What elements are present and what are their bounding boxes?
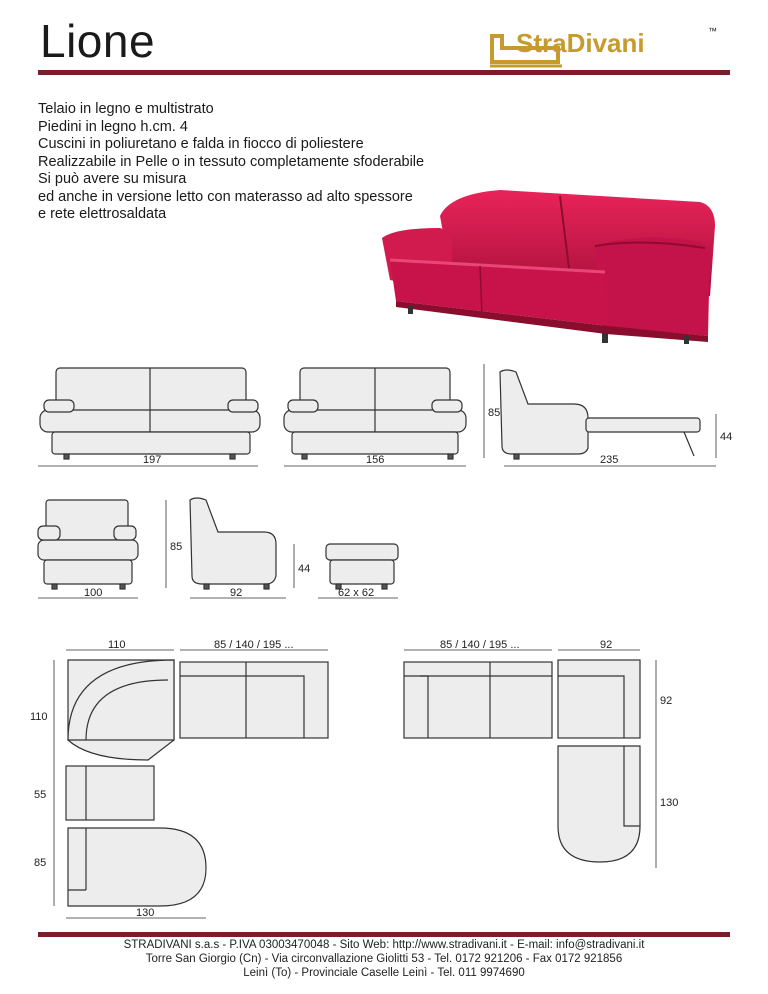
corner-composition-left — [66, 660, 328, 906]
description-line: Telaio in legno e multistrato — [38, 101, 214, 117]
dim-right-corner-depth: 92 — [660, 695, 673, 707]
description-line: Piedini in legno h.cm. 4 — [38, 118, 188, 135]
dim-side-module: 55 — [34, 789, 47, 801]
footer-line: STRADIVANI s.a.s - P.IVA 03003470048 - Sito Web: http://www.stradivani.it - E-mail: info@stradivani.it — [123, 939, 645, 951]
dim-armchair-height: 85 — [170, 541, 183, 553]
company-footer — [0, 938, 768, 980]
dim-chaise-length: 130 — [136, 907, 155, 919]
dim-right-chaise: 130 — [660, 797, 679, 809]
corner-composition-right — [404, 660, 640, 862]
dim-right-corner: 92 — [600, 639, 613, 651]
dim-armchair-seat: 44 — [298, 563, 311, 575]
dim-sofa2-width: 156 — [366, 454, 385, 466]
dim-armchair-depth: 92 — [230, 587, 243, 599]
description-line: ed anche in versione letto con materasso ad alto spessore — [38, 188, 413, 205]
description-line: Realizzabile in Pelle o in tessuto completamente sfoderabile — [38, 153, 425, 170]
dim-height: 85 — [488, 407, 501, 419]
armchair-front — [38, 500, 138, 589]
sofa-bed-side-view — [500, 370, 700, 459]
footer-line: Torre San Giorgio (Cn) - Via circonvallazione Giolitti 53 - Tel. 0172 921206 - Fax 0172 921856 — [145, 953, 623, 965]
dim-bed-length: 235 — [600, 454, 619, 466]
dim-armchair-width: 100 — [84, 587, 103, 599]
description-line: Si può avere su misura — [38, 171, 187, 187]
description-line: e rete elettrosaldata — [38, 206, 167, 222]
armchair-side-view — [190, 498, 276, 589]
dim-module-widths: 85 / 140 / 195 ... — [214, 639, 294, 651]
dim-seat-height: 44 — [720, 431, 733, 443]
sofa-2-seater-front — [284, 368, 466, 459]
dim-pouf-size: 62 x 62 — [338, 587, 375, 599]
trademark-symbol: ™ — [708, 26, 717, 36]
dim-corner-depth: 110 — [30, 711, 48, 723]
dim-chaise-module: 85 — [34, 857, 47, 869]
description-line: Cuscini in poliuretano e falda in fiocco di poliestere — [38, 136, 364, 152]
pouf-drawing — [326, 544, 398, 589]
brand-name: StraDivani — [516, 28, 645, 58]
dim-sofa3-width: 197 — [143, 454, 162, 466]
dim-right-module-widths: 85 / 140 / 195 ... — [440, 639, 520, 651]
footer-rule — [38, 932, 730, 937]
dim-corner-width: 110 — [108, 639, 126, 651]
sofa-3-seater-front — [40, 368, 260, 459]
footer-line: Leinì (To) - Provinciale Caselle Leinì - Tel. 011 9974690 — [243, 967, 525, 979]
page-title: Lione — [40, 15, 156, 67]
